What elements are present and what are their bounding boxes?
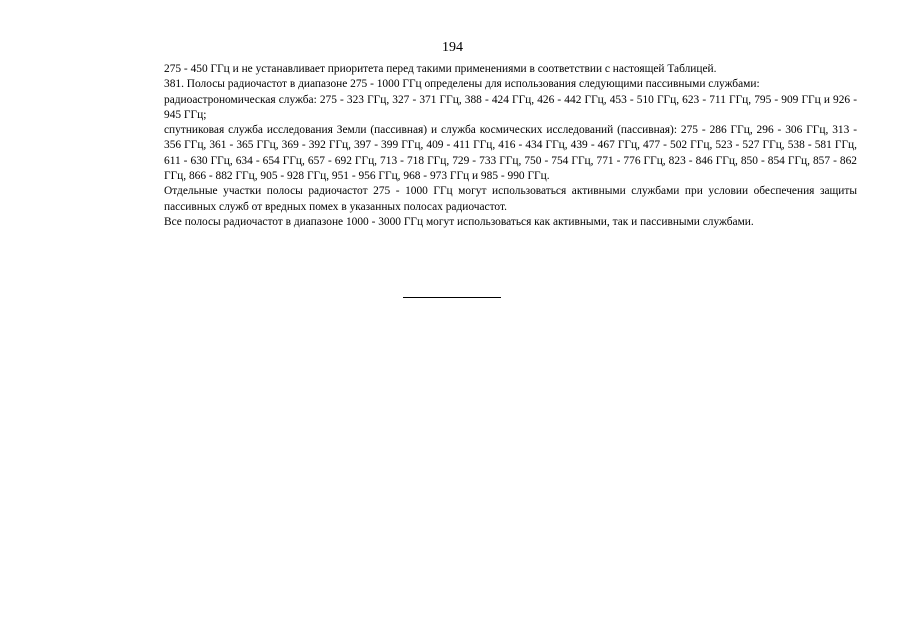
paragraph-note-381: 381. Полосы радиочастот в диапазоне 275 - 1000 ГГц определены для использования следующими пассивными службами: xyxy=(164,78,760,91)
paragraph-continuation: 275 - 450 ГГц и не устанавливает приоритета перед такими применениями в соответствии с настоящей Таблицей. xyxy=(164,63,717,75)
paragraph-radio-astronomy: радиоастрономическая служба: 275 - 323 ГГц, 327 - 371 ГГц, 388 - 424 ГГц, 426 - 442 ГГц, 453 - 510 ГГц, 623 - 711 ГГц, 795 - 909 ГГц и 926 - 945 ГГц; xyxy=(164,93,857,121)
page-number: 194 xyxy=(442,40,463,55)
paragraph-active-services: Отдельные участки полосы радиочастот 275 - 1000 ГГц могут использоваться активными службами при условии обеспечения защиты пассивных служб от вредных помех в указанных полосах радиочастот. xyxy=(164,185,857,213)
document-body xyxy=(164,62,857,230)
paragraph-earth-exploration: спутниковая служба исследования Земли (пассивная) и служба космических исследований (пассивная): 275 - 286 ГГц, 296 - 306 ГГц, 313 - 356 ГГц, 361 - 365 ГГц, 369 - 392 ГГц, 397 - 399 ГГц, 409 - 411 ГГц, 416 - 434 ГГц, 439 - 467 ГГц, 477 - 502 ГГц, 523 - 527 ГГц, 538 - 581 ГГц, 611 - 630 ГГц, 634 - 654 ГГц, 657 - 692 ГГц, 713 - 718 ГГц, 729 - 733 ГГц, 750 - 754 ГГц, 771 - 776 ГГц, 823 - 846 ГГц, 850 - 854 ГГц, 857 - 862 ГГц, 866 - 882 ГГц, 905 - 928 ГГц, 951 - 956 ГГц, 968 - 973 ГГц и 985 - 990 ГГц. xyxy=(164,124,857,183)
paragraph-all-bands: Все полосы радиочастот в диапазоне 1000 - 3000 ГГц могут использоваться как активными, так и пассивными службами. xyxy=(164,215,754,228)
separator-line xyxy=(403,297,501,298)
